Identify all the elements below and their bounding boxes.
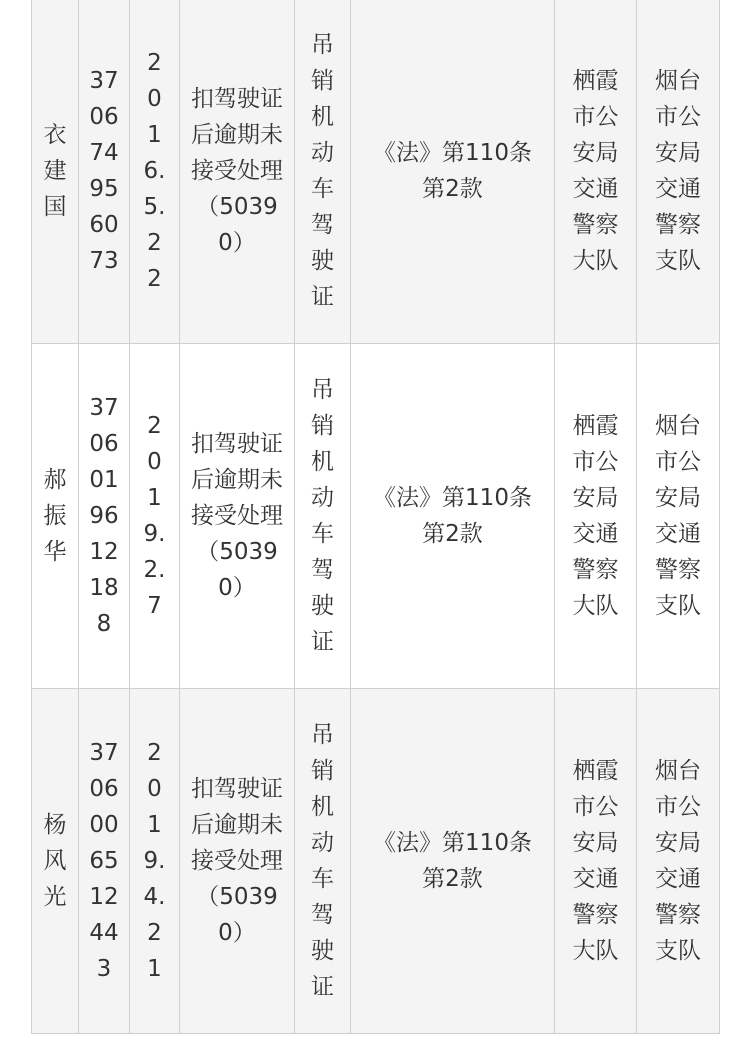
id-number: 3706019612188 xyxy=(89,395,119,637)
law-cell xyxy=(351,689,555,1034)
reason-cell xyxy=(180,689,295,1034)
measure-cell xyxy=(295,344,351,689)
violation-reason: 扣驾驶证后逾期未接受处理（50390） xyxy=(191,776,283,946)
id-cell xyxy=(79,344,130,689)
id-cell xyxy=(79,0,130,344)
approval-authority: 烟台市公安局交通警察支队 xyxy=(655,758,701,964)
name-cell xyxy=(32,344,79,689)
penalty-records-table xyxy=(31,0,720,1034)
approval-authority: 烟台市公安局交通警察支队 xyxy=(655,68,701,274)
penalty-measure: 吊销机动车驾驶证 xyxy=(311,722,334,1000)
decision-org-cell xyxy=(555,344,637,689)
approve-org-cell xyxy=(637,0,720,344)
table-row xyxy=(32,0,720,344)
violation-date: 2019.4.21 xyxy=(143,740,166,982)
name-cell xyxy=(32,0,79,344)
legal-basis: 《法》第110条第2款 xyxy=(373,140,532,202)
person-name: 杨风光 xyxy=(43,812,67,910)
decision-authority: 栖霞市公安局交通警察大队 xyxy=(572,68,619,274)
decision-authority: 栖霞市公安局交通警察大队 xyxy=(572,758,619,964)
approval-authority: 烟台市公安局交通警察支队 xyxy=(655,413,701,619)
id-number: 3706006512443 xyxy=(89,740,119,982)
legal-basis: 《法》第110条第2款 xyxy=(373,485,532,547)
table-row xyxy=(32,689,720,1034)
violation-date: 2016.5.22 xyxy=(143,50,166,292)
violation-reason: 扣驾驶证后逾期未接受处理（50390） xyxy=(191,431,283,601)
law-cell xyxy=(351,0,555,344)
id-cell xyxy=(79,689,130,1034)
law-cell xyxy=(351,344,555,689)
name-cell xyxy=(32,689,79,1034)
table-row xyxy=(32,344,720,689)
id-number: 370674956073 xyxy=(89,68,119,274)
date-cell xyxy=(130,689,180,1034)
reason-cell xyxy=(180,344,295,689)
person-name: 衣建国 xyxy=(43,122,67,220)
violation-reason: 扣驾驶证后逾期未接受处理（50390） xyxy=(191,86,283,256)
approve-org-cell xyxy=(637,344,720,689)
violation-date: 2019.2.7 xyxy=(143,413,166,619)
penalty-measure: 吊销机动车驾驶证 xyxy=(311,32,334,310)
legal-basis: 《法》第110条第2款 xyxy=(373,830,532,892)
measure-cell xyxy=(295,689,351,1034)
person-name: 郝振华 xyxy=(43,467,67,565)
date-cell xyxy=(130,344,180,689)
decision-org-cell xyxy=(555,689,637,1034)
decision-authority: 栖霞市公安局交通警察大队 xyxy=(572,413,619,619)
penalty-measure: 吊销机动车驾驶证 xyxy=(311,377,334,655)
measure-cell xyxy=(295,0,351,344)
approve-org-cell xyxy=(637,689,720,1034)
date-cell xyxy=(130,0,180,344)
reason-cell xyxy=(180,0,295,344)
decision-org-cell xyxy=(555,0,637,344)
